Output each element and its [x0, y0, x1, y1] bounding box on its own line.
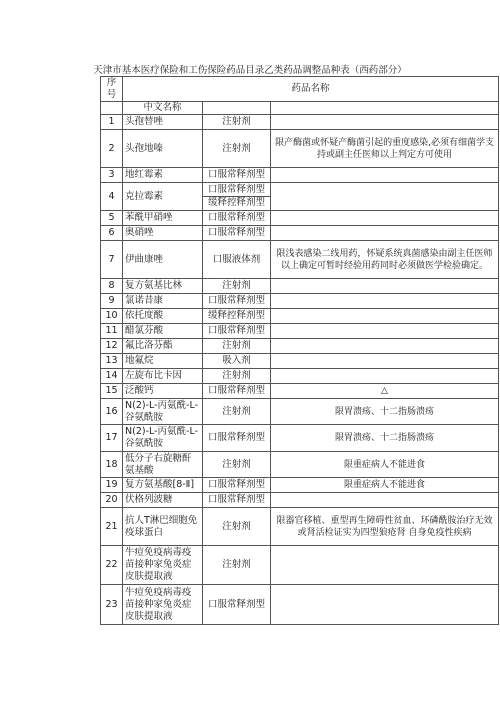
row-number: 17 [101, 425, 123, 452]
restriction-note [271, 354, 499, 369]
dosage-form: 注射剂 [203, 508, 271, 546]
dosage-form: 口服常释剂型 [203, 226, 271, 241]
table-row [101, 183, 499, 211]
drug-name: 地红霉素 [123, 168, 203, 183]
dosage-form: 口服常释剂型 [203, 168, 271, 183]
row-number: 18 [101, 452, 123, 478]
subheader-row [101, 102, 499, 115]
restriction-note: 限胃溃疡、十二指肠溃疡 [271, 399, 499, 425]
table-row [101, 585, 499, 625]
restriction-note [271, 369, 499, 384]
restriction-note [271, 585, 499, 625]
dosage-form: 口服常释剂型 [203, 478, 271, 493]
row-number: 10 [101, 309, 123, 324]
dosage-form: 口服常释剂型 [203, 493, 271, 508]
table-row [101, 339, 499, 354]
header-drug-name: 药品名称 [123, 77, 499, 102]
drug-name: 克拉霉素 [123, 183, 203, 211]
restriction-note: 限器官移植、重型再生障碍性贫血、环磷酰胺治疗无效或肾活检证实为四型狼疮肾 自身免疫性疾病 [271, 508, 499, 546]
drug-name: 头孢地嗪 [123, 130, 203, 168]
dosage-form: 口服常释剂型 [203, 324, 271, 339]
table-row [101, 279, 499, 294]
drug-name: 依托度酸 [123, 309, 203, 324]
restriction-note [271, 211, 499, 226]
dosage-form: 注射剂 [203, 115, 271, 130]
row-number: 3 [101, 168, 123, 183]
dosage-form: 注射剂 [203, 279, 271, 294]
dosage-form: 口服常释剂型 [203, 425, 271, 452]
drug-name: 氯诺昔康 [123, 294, 203, 309]
restriction-note [271, 546, 499, 585]
table-row [101, 546, 499, 585]
row-number: 16 [101, 399, 123, 425]
row-number: 7 [101, 241, 123, 279]
table-row [101, 168, 499, 183]
drug-name: 复方氨基比林 [123, 279, 203, 294]
table-row [101, 241, 499, 279]
drug-name: 氟比洛芬酯 [123, 339, 203, 354]
table-row [101, 369, 499, 384]
table-row [101, 508, 499, 546]
row-number: 12 [101, 339, 123, 354]
dosage-form: 注射剂 [203, 369, 271, 384]
drug-name: 头孢替唑 [123, 115, 203, 130]
dosage-form: 口服常释剂型 [203, 294, 271, 309]
header-cn-name: 中文名称 [123, 102, 203, 115]
row-number: 4 [101, 183, 123, 211]
drug-name: 左旋布比卡因 [123, 369, 203, 384]
row-number: 22 [101, 546, 123, 585]
drug-name: N(2)-L-丙氨酰-L-谷氨酰胺 [123, 399, 203, 425]
dosage-form: 口服液体剂 [203, 241, 271, 279]
table-row [101, 399, 499, 425]
restriction-note [271, 324, 499, 339]
restriction-note [271, 183, 499, 211]
row-number: 20 [101, 493, 123, 508]
dosage-form: 口服常释剂型 [203, 211, 271, 226]
restriction-note: 限胃溃疡、十二指肠溃疡 [271, 425, 499, 452]
dosage-form: 吸入剂 [203, 354, 271, 369]
dosage-form-secondary: 缓释控释剂型 [207, 197, 265, 208]
table-row [101, 452, 499, 478]
drug-name: 地氟烷 [123, 354, 203, 369]
row-number: 11 [101, 324, 123, 339]
dosage-form: 口服常释剂型 [203, 585, 271, 625]
restriction-note [271, 226, 499, 241]
table-row [101, 294, 499, 309]
restriction-note [271, 168, 499, 183]
table-row [101, 324, 499, 339]
row-number: 15 [101, 384, 123, 399]
row-number: 23 [101, 585, 123, 625]
dosage-form: 缓释控释剂型 [203, 309, 271, 324]
drug-name: 低分子右旋糖酐氨基酸 [123, 452, 203, 478]
row-number: 14 [101, 369, 123, 384]
drug-table [100, 76, 499, 625]
table-row [101, 226, 499, 241]
table-row [101, 130, 499, 168]
dosage-form-cell [203, 183, 271, 211]
restriction-note: 限产酶菌或怀疑产酶菌引起的重度感染,必须有细菌学支持或副主任医师以上判定方可使用 [271, 130, 499, 168]
dosage-form: 注射剂 [203, 452, 271, 478]
drug-name: 牛痘免疫病毒疫苗接种家兔炎症皮肤提取液 [123, 585, 203, 625]
restriction-note: 限浅表感染二线用药，怀疑系统真菌感染由副主任医师以上确定可暂时经验用药同时必须做医学检验确定。 [271, 241, 499, 279]
dosage-form: 注射剂 [203, 130, 271, 168]
restriction-note [271, 294, 499, 309]
dosage-form: 口服常释剂型 [207, 184, 265, 195]
table-row [101, 493, 499, 508]
page-title: 天津市基本医疗保险和工伤保险药品目录乙类药品调整品种表（西药部分） [93, 65, 407, 76]
table-row [101, 354, 499, 369]
restriction-note [271, 493, 499, 508]
restriction-note [271, 339, 499, 354]
dosage-form: 注射剂 [203, 546, 271, 585]
table-row [101, 384, 499, 399]
row-number: 1 [101, 115, 123, 130]
table-row [101, 425, 499, 452]
row-number: 6 [101, 226, 123, 241]
drug-name: 伏格列波糖 [123, 493, 203, 508]
restriction-note [271, 279, 499, 294]
row-number: 21 [101, 508, 123, 546]
drug-name: 苯酰甲硝唑 [123, 211, 203, 226]
row-number: 13 [101, 354, 123, 369]
drug-name: 醋氯芬酸 [123, 324, 203, 339]
row-number: 2 [101, 130, 123, 168]
header-row [101, 77, 499, 102]
drug-name: 牛痘免疫病毒疫苗接种家兔炎症皮肤提取液 [123, 546, 203, 585]
row-number: 9 [101, 294, 123, 309]
table-row [101, 309, 499, 324]
dosage-form: 注射剂 [203, 399, 271, 425]
restriction-note [271, 115, 499, 130]
drug-name: 复方氨基酸[8-Ⅱ] [123, 478, 203, 493]
dosage-form: 口服常释剂型 [203, 384, 271, 399]
drug-name: 抗人T淋巴细胞免疫球蛋白 [123, 508, 203, 546]
row-number: 19 [101, 478, 123, 493]
restriction-note: 限重症病人不能进食 [271, 478, 499, 493]
table-row [101, 478, 499, 493]
restriction-note: △ [271, 384, 499, 399]
drug-name: 伊曲康唑 [123, 241, 203, 279]
drug-name: N(2)-L-丙氨酰-L-谷氨酰胺 [123, 425, 203, 452]
drug-name: 奥硝唑 [123, 226, 203, 241]
table-row [101, 115, 499, 130]
restriction-note: 限重症病人不能进食 [271, 452, 499, 478]
header-seq: 序号 [101, 77, 123, 102]
drug-name: 泛酸钙 [123, 384, 203, 399]
dosage-form: 注射剂 [203, 339, 271, 354]
row-number: 5 [101, 211, 123, 226]
restriction-note [271, 309, 499, 324]
row-number: 8 [101, 279, 123, 294]
table-row [101, 211, 499, 226]
